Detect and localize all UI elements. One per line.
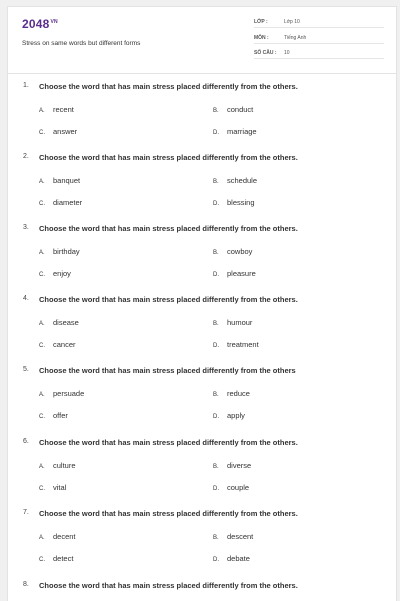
- option-text: answer: [53, 127, 78, 136]
- option-text: conduct: [227, 105, 254, 114]
- option-text: humour: [227, 318, 253, 327]
- question-number: 4.: [23, 295, 29, 302]
- question-1: [8, 82, 396, 152]
- option-letter: C.: [39, 130, 45, 136]
- option-text: debate: [227, 554, 250, 563]
- option-d[interactable]: [213, 198, 255, 207]
- option-d[interactable]: [213, 127, 257, 136]
- question-number: 5.: [23, 366, 29, 373]
- option-b[interactable]: [213, 105, 253, 114]
- meta-class-label: LỚP :: [254, 19, 268, 25]
- question-text: Choose the word that has main stress placed differently from the others.: [39, 153, 298, 162]
- option-c[interactable]: [39, 483, 66, 492]
- question-number: 8.: [23, 581, 29, 588]
- option-letter: D.: [213, 414, 219, 420]
- option-letter: A.: [39, 179, 45, 185]
- option-text: schedule: [227, 176, 258, 185]
- worksheet-header: [8, 7, 396, 73]
- meta-subject: [254, 33, 384, 44]
- option-letter: D.: [213, 343, 219, 349]
- brand-logo: [22, 17, 58, 31]
- option-b[interactable]: [213, 247, 252, 256]
- option-text: vital: [53, 483, 67, 492]
- option-letter: D.: [213, 201, 219, 207]
- option-letter: A.: [39, 321, 45, 327]
- option-c[interactable]: [39, 198, 82, 207]
- option-text: decent: [53, 532, 76, 541]
- logo-superscript: VN: [50, 19, 58, 25]
- option-text: persuade: [53, 389, 85, 398]
- meta-count: [254, 48, 384, 59]
- question-text: Choose the word that has main stress placed differently from the others.: [39, 224, 298, 233]
- option-text: apply: [227, 411, 245, 420]
- option-text: offer: [53, 411, 68, 420]
- worksheet-title: Stress on same words but different forms: [22, 40, 141, 47]
- option-text: pleasure: [227, 269, 256, 278]
- option-letter: B.: [213, 392, 219, 398]
- option-text: birthday: [53, 247, 80, 256]
- question-text: Choose the word that has main stress placed differently from the others.: [39, 509, 298, 518]
- option-c[interactable]: [39, 411, 68, 420]
- option-letter: A.: [39, 464, 45, 470]
- option-b[interactable]: [213, 176, 257, 185]
- option-text: diameter: [53, 198, 83, 207]
- question-3: [8, 224, 396, 294]
- meta-subject-value: Tiếng Anh: [284, 35, 307, 41]
- option-text: descent: [227, 532, 254, 541]
- question-text: Choose the word that has main stress placed differently from the others.: [39, 82, 298, 91]
- question-8: [8, 581, 396, 597]
- option-b[interactable]: [213, 532, 253, 541]
- option-c[interactable]: [39, 340, 76, 349]
- option-letter: D.: [213, 557, 219, 563]
- option-letter: C.: [39, 343, 45, 349]
- question-text: Choose the word that has main stress placed differently from the others.: [39, 581, 298, 590]
- question-6: [8, 438, 396, 508]
- option-letter: B.: [213, 250, 219, 256]
- option-text: couple: [227, 483, 250, 492]
- option-text: recent: [53, 105, 74, 114]
- option-text: disease: [53, 318, 79, 327]
- option-letter: A.: [39, 108, 45, 114]
- option-b[interactable]: [213, 461, 251, 470]
- option-a[interactable]: [39, 461, 76, 470]
- option-a[interactable]: [39, 389, 84, 398]
- option-letter: C.: [39, 414, 45, 420]
- question-number: 6.: [23, 438, 29, 445]
- question-2: [8, 153, 396, 223]
- meta-class-value: Lớp 10: [284, 19, 300, 25]
- meta-count-label: SỐ CÂU :: [254, 50, 277, 56]
- option-text: blessing: [227, 198, 255, 207]
- option-d[interactable]: [213, 340, 259, 349]
- question-5: [8, 366, 396, 436]
- question-number: 7.: [23, 509, 29, 516]
- option-c[interactable]: [39, 127, 77, 136]
- logo-text: 2048: [22, 17, 50, 31]
- option-a[interactable]: [39, 318, 79, 327]
- option-text: marriage: [227, 127, 257, 136]
- option-letter: C.: [39, 272, 45, 278]
- option-c[interactable]: [39, 554, 73, 563]
- option-b[interactable]: [213, 318, 252, 327]
- option-text: cancer: [53, 340, 76, 349]
- question-text: Choose the word that has main stress placed differently from the others.: [39, 295, 298, 304]
- option-a[interactable]: [39, 176, 80, 185]
- option-letter: D.: [213, 486, 219, 492]
- option-letter: B.: [213, 179, 219, 185]
- question-text: Choose the word that has main stress placed differently from the others.: [39, 438, 298, 447]
- option-letter: C.: [39, 557, 45, 563]
- option-letter: C.: [39, 201, 45, 207]
- option-text: banquet: [53, 176, 81, 185]
- option-c[interactable]: [39, 269, 71, 278]
- option-d[interactable]: [213, 411, 245, 420]
- question-number: 2.: [23, 153, 29, 160]
- option-letter: B.: [213, 464, 219, 470]
- option-text: enjoy: [53, 269, 71, 278]
- question-7: [8, 509, 396, 579]
- option-d[interactable]: [213, 269, 256, 278]
- option-text: culture: [53, 461, 76, 470]
- question-text: Choose the word that has main stress placed differently from the others: [39, 366, 296, 375]
- meta-subject-label: MÔN :: [254, 35, 269, 41]
- option-d[interactable]: [213, 554, 250, 563]
- option-d[interactable]: [213, 483, 249, 492]
- question-number: 1.: [23, 82, 29, 89]
- worksheet: [7, 6, 397, 601]
- option-letter: D.: [213, 130, 219, 136]
- option-letter: B.: [213, 108, 219, 114]
- option-a[interactable]: [39, 105, 74, 114]
- option-letter: A.: [39, 250, 45, 256]
- option-text: detect: [53, 554, 74, 563]
- meta-class: [254, 17, 384, 28]
- option-text: cowboy: [227, 247, 253, 256]
- option-text: diverse: [227, 461, 252, 470]
- option-letter: B.: [213, 535, 219, 541]
- option-b[interactable]: [213, 389, 250, 398]
- option-letter: D.: [213, 272, 219, 278]
- option-a[interactable]: [39, 247, 80, 256]
- option-text: treatment: [227, 340, 259, 349]
- question-4: [8, 295, 396, 365]
- question-number: 3.: [23, 224, 29, 231]
- option-letter: A.: [39, 535, 45, 541]
- meta-count-value: 10: [284, 50, 290, 56]
- option-text: reduce: [227, 389, 250, 398]
- option-a[interactable]: [39, 532, 76, 541]
- header-divider: [8, 73, 396, 74]
- option-letter: C.: [39, 486, 45, 492]
- option-letter: A.: [39, 392, 45, 398]
- option-letter: B.: [213, 321, 219, 327]
